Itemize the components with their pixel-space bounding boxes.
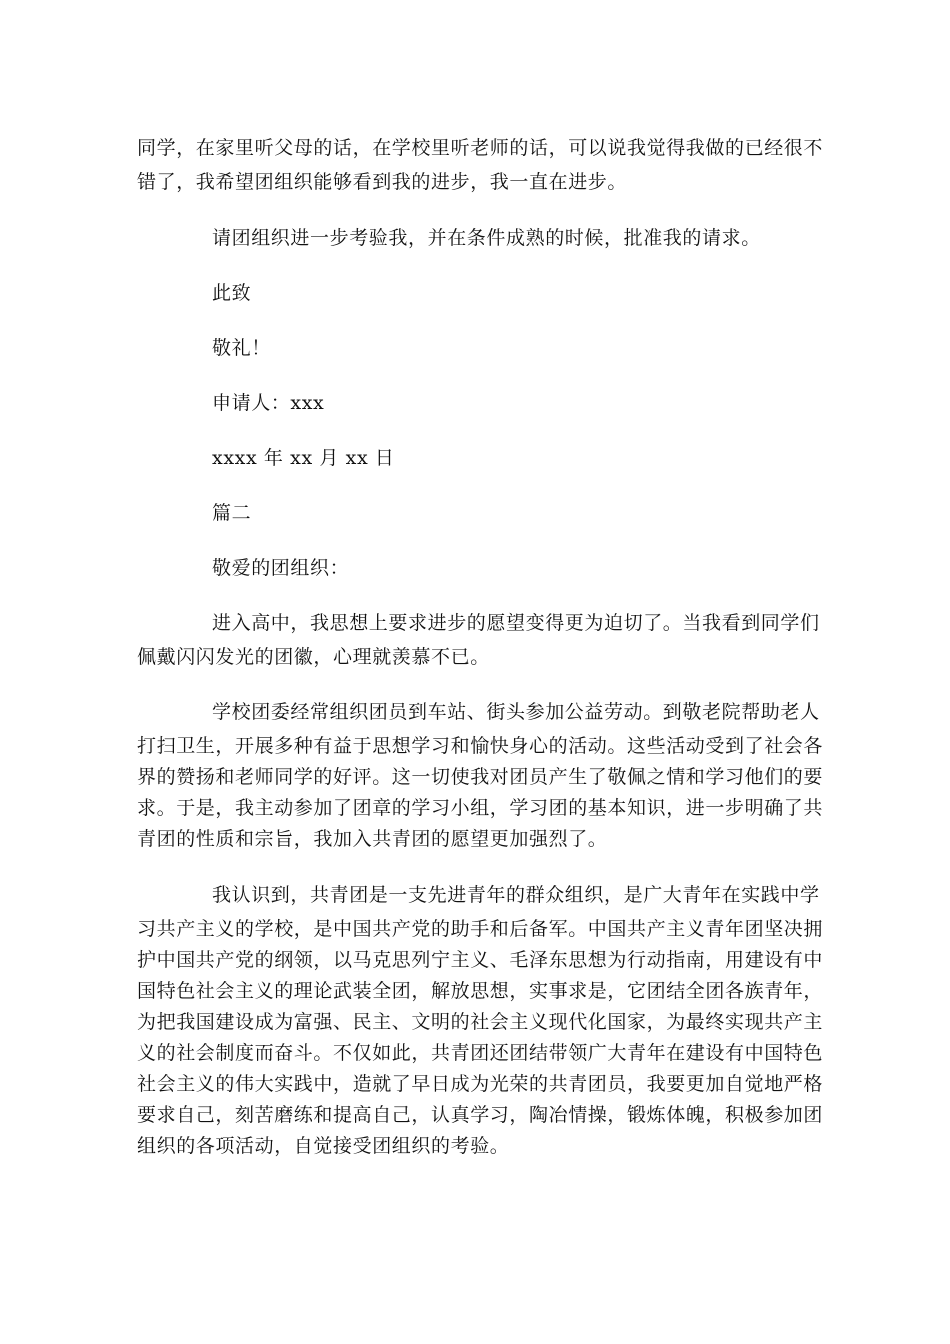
salutation: 敬爱的团组织： (212, 557, 350, 579)
paragraph-3-line-6: 义的社会制度而奋斗。不仅如此，共青团还团结带领广大青年在建设有中国特色 (137, 1042, 824, 1064)
paragraph-continued-line-2: 错了，我希望团组织能够看到我的进步，我一直在进步。 (137, 171, 628, 193)
section-title: 篇二 (212, 502, 252, 524)
paragraph-3-line-1: 我认识到，共青团是一支先进青年的群众组织，是广大青年在实践中学 (212, 884, 820, 906)
paragraph-3-line-9: 组织的各项活动，自觉接受团组织的考验。 (137, 1135, 510, 1157)
paragraph-2-line-2: 打扫卫生，开展多种有益于思想学习和愉快身心的活动。这些活动受到了社会各 (137, 735, 824, 757)
paragraph-2-line-5: 青团的性质和宗旨，我加入共青团的愿望更加强烈了。 (137, 828, 608, 850)
paragraph-3-line-3: 护中国共产党的纲领，以马克思列宁主义、毛泽东思想为行动指南，用建设有中 (137, 949, 824, 971)
paragraph-2-line-1: 学校团委经常组织团员到车站、街头参加公益劳动。到敬老院帮助老人 (212, 701, 820, 723)
closing-jing-li: 敬礼！ (212, 337, 271, 359)
date-line: xxxx 年 xx 月 xx 日 (212, 447, 395, 469)
paragraph-2-line-3: 界的赞扬和老师同学的好评。这一切使我对团员产生了敬佩之情和学习他们的要 (137, 766, 824, 788)
paragraph-continued-line-1: 同学，在家里听父母的话，在学校里听老师的话，可以说我觉得我做的已经很不 (137, 137, 824, 159)
paragraph-3-line-4: 国特色社会主义的理论武装全团，解放思想，实事求是，它团结全团各族青年， (137, 980, 824, 1002)
paragraph-1-line-2: 佩戴闪闪发光的团徽，心理就羡慕不已。 (137, 646, 490, 668)
paragraph-2-line-4: 求。于是，我主动参加了团章的学习小组，学习团的基本知识，进一步明确了共 (137, 797, 824, 819)
closing-ci-zhi: 此致 (212, 282, 252, 304)
paragraph-1-line-1: 进入高中，我思想上要求进步的愿望变得更为迫切了。当我看到同学们 (212, 612, 820, 634)
paragraph-3-line-7: 社会主义的伟大实践中，造就了早日成为光荣的共青团员，我要更加自觉地严格 (137, 1073, 824, 1095)
paragraph-3-line-2: 习共产主义的学校，是中国共产党的助手和后备军。中国共产主义青年团坚决拥 (137, 918, 824, 940)
applicant-line: 申请人：xxx (212, 392, 325, 414)
paragraph-3-line-5: 为把我国建设成为富强、民主、文明的社会主义现代化国家，为最终实现共产主 (137, 1011, 824, 1033)
paragraph-3-line-8: 要求自己，刻苦磨练和提高自己，认真学习，陶冶情操，锻炼体魄，积极参加团 (137, 1104, 824, 1126)
request-line: 请团组织进一步考验我，并在条件成熟的时候，批准我的请求。 (212, 227, 761, 249)
